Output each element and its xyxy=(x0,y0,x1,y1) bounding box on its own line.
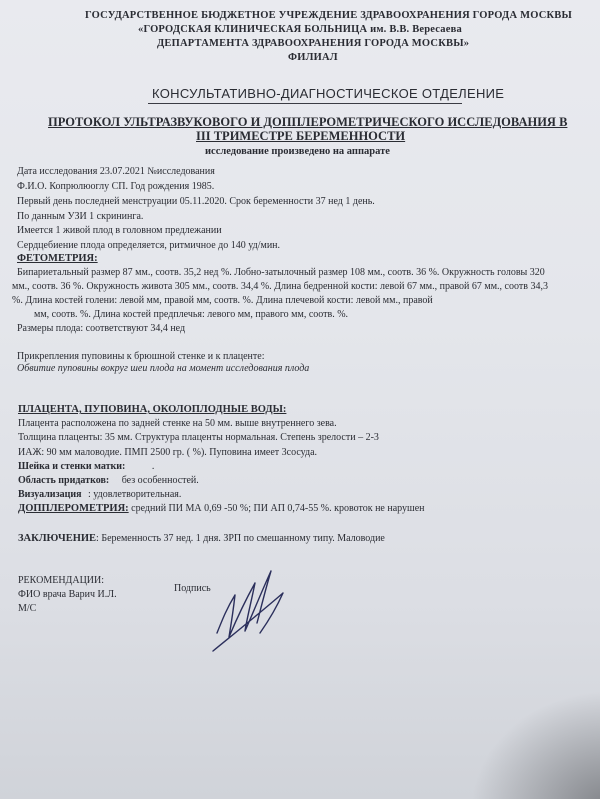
adnexa-value: без особенностей. xyxy=(121,475,199,486)
protocol-title-line-2: III ТРИМЕСТРЕ БЕРЕМЕННОСТИ xyxy=(196,129,406,143)
amniotic-index: ИАЖ: 90 мм маловодие. ПМП 2500 гр. ( %). Пуповина имеет 3сосуда. xyxy=(18,447,318,458)
screening-note: По данным УЗИ 1 скрининга. xyxy=(17,211,144,222)
adnexa-row xyxy=(18,475,199,486)
header-line-1: ГОСУДАРСТВЕННОЕ БЮДЖЕТНОЕ УЧРЕЖДЕНИЕ ЗДРАВООХРАНЕНИЯ ГОРОДА МОСКВЫ xyxy=(85,10,573,21)
nurse-label: М/С xyxy=(18,603,37,614)
cervix-value: . xyxy=(151,461,155,472)
fetometry-line-5: Размеры плода: соответствуют 34,4 нед xyxy=(17,323,186,334)
cervix-row xyxy=(18,461,154,472)
recommendations-label: РЕКОМЕНДАЦИИ: xyxy=(18,575,105,586)
signature-stroke xyxy=(213,571,283,651)
placenta-location: Плацента расположена по задней стенке на 50 мм. выше внутреннего зева. xyxy=(18,418,337,429)
visualization-label: Визуализация xyxy=(18,489,82,500)
placenta-thickness: Толщина плаценты: 35 мм. Структура плаценты нормальная. Степень зрелости – 2-3 xyxy=(18,432,379,443)
fetometry-line-1: Бипариетальный размер 87 мм., соотв. 35,2 нед %. Лобно-затылочный размер 108 мм., соотв. 36 %. Окружность головы 320 xyxy=(17,267,545,278)
visualization-value: : удовлетворительная. xyxy=(88,489,182,500)
doctor-name: ФИО врача Варич И.Л. xyxy=(18,589,117,600)
fetometry-line-2: мм., соотв. 36 %. Окружность живота 305 мм., соотв. 34,4 %. Длина бедренной кости: левой 67 мм., правой 67 мм., соотв 34,3 xyxy=(12,281,548,292)
doppler-heading: ДОППЛЕРОМЕТРИЯ: xyxy=(18,503,129,514)
fetus-presentation: Имеется 1 живой плод в головном предлежании xyxy=(17,225,222,236)
placenta-heading: ПЛАЦЕНТА, ПУПОВИНА, ОКОЛОПЛОДНЫЕ ВОДЫ: xyxy=(18,404,287,415)
doppler-row xyxy=(18,503,425,514)
header-line-3: ДЕПАРТАМЕНТА ЗДРАВООХРАНЕНИЯ ГОРОДА МОСКВЫ» xyxy=(157,38,470,49)
last-menstruation: Первый день последней менструации 05.11.2020. Срок беременности 37 нед 1 день. xyxy=(17,196,375,207)
exam-date: Дата исследования 23.07.2021 №исследования xyxy=(17,166,215,177)
header-line-4: ФИЛИАЛ xyxy=(288,52,338,63)
protocol-title-line-1: ПРОТОКОЛ УЛЬТРАЗВУКОВОГО И ДОППЛЕРОМЕТРИЧЕСКОГО ИССЛЕДОВАНИЯ В xyxy=(48,115,568,129)
conclusion-row xyxy=(18,533,385,544)
department-title: КОНСУЛЬТАТИВНО-ДИАГНОСТИЧЕСКОЕ ОТДЕЛЕНИЕ xyxy=(152,86,505,101)
cervix-label: Шейка и стенки матки: xyxy=(18,461,126,472)
fetal-heartbeat: Сердцебиение плода определяется, ритмичное до 140 уд/мин. xyxy=(17,240,281,251)
handwritten-signature xyxy=(205,563,305,658)
conclusion-label: ЗАКЛЮЧЕНИЕ xyxy=(18,533,97,544)
page-shadow xyxy=(470,690,600,799)
fetometry-heading: ФЕТОМЕТРИЯ: xyxy=(17,253,98,264)
department-underline xyxy=(148,103,462,104)
umbilical-attachment: Прикрепления пуповины к брюшной стенке и к плаценте: xyxy=(17,351,265,362)
visualization-row xyxy=(18,489,181,500)
patient-name: Ф.И.О. Копрюлюоглу СП. Год рождения 1985. xyxy=(17,181,215,192)
adnexa-label: Область придатков: xyxy=(18,475,110,486)
doppler-text: средний ПИ МА 0,69 -50 %; ПИ АП 0,74-55 %. кровоток не нарушен xyxy=(128,503,425,514)
signature-label: Подпись xyxy=(174,583,211,594)
conclusion-text: : Беременность 37 нед. 1 дня. ЗРП по смешанному типу. Маловодие xyxy=(96,533,385,544)
fetometry-line-4: мм, соотв. %. Длина костей предплечья: левого мм, правого мм, соотв. %. xyxy=(34,309,349,320)
protocol-subtitle: исследование произведено на аппарате xyxy=(205,146,390,157)
umbilical-entanglement: Обвитие пуповины вокруг шеи плода на момент исследования плода xyxy=(17,363,310,374)
fetometry-line-3: %. Длина костей голени: левой мм, правой мм, соотв. %. Длина плечевой кости: левой мм., правой xyxy=(12,295,433,306)
header-line-2: «ГОРОДСКАЯ КЛИНИЧЕСКАЯ БОЛЬНИЦА им. В.В. Вересаева xyxy=(138,24,462,35)
